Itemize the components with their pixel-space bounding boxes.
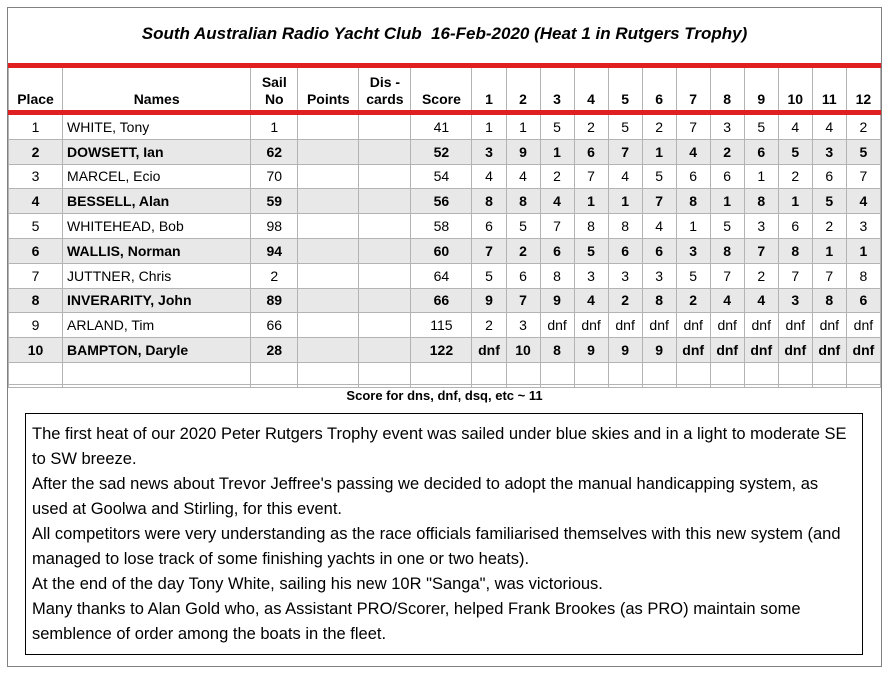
header-heat-3: 3 <box>540 66 574 113</box>
heat-cell: 3 <box>642 263 676 288</box>
score-cell: 122 <box>411 338 472 363</box>
heat-cell: 8 <box>676 189 710 214</box>
place-cell: 10 <box>9 338 63 363</box>
points-cell <box>298 338 359 363</box>
header-discards <box>359 66 411 113</box>
discards-cell <box>359 238 411 263</box>
heat-cell: 2 <box>608 288 642 313</box>
heat-cell: 3 <box>506 313 540 338</box>
heat-cell: 9 <box>506 139 540 164</box>
heat-cell: 6 <box>744 139 778 164</box>
heat-cell: 4 <box>710 288 744 313</box>
table-row <box>9 189 881 214</box>
heat-cell: 7 <box>846 164 880 189</box>
sail-no-cell: 28 <box>251 338 298 363</box>
header-names: Names <box>63 66 251 113</box>
heat-cell: dnf <box>574 313 608 338</box>
heat-cell: 9 <box>608 338 642 363</box>
results-table <box>8 63 881 388</box>
points-cell <box>298 164 359 189</box>
heat-cell: dnf <box>710 313 744 338</box>
heat-cell: 7 <box>812 263 846 288</box>
heat-cell: 5 <box>472 263 506 288</box>
heat-cell: dnf <box>540 313 574 338</box>
header-heat-10: 10 <box>778 66 812 113</box>
discards-cell <box>359 288 411 313</box>
heat-cell: 7 <box>710 263 744 288</box>
sail-no-cell: 62 <box>251 139 298 164</box>
heat-cell: 1 <box>846 238 880 263</box>
name-cell: JUTTNER, Chris <box>63 263 251 288</box>
header-sail-line1: Sail <box>261 74 287 90</box>
note-paragraph: All competitors were very understanding as the race officials familiarised themselves with this new system (and managed to lose track of some finishing yachts in one or two heats). <box>32 525 841 568</box>
heat-cell: 3 <box>744 214 778 239</box>
note-paragraph: Many thanks to Alan Gold who, as Assistant PRO/Scorer, helped Frank Brookes (as PRO) maintain some semblence of order among the boats in the fleet. <box>32 600 801 643</box>
heat-cell: 8 <box>846 263 880 288</box>
heat-cell: dnf <box>812 338 846 363</box>
header-discards-line2: cards <box>366 91 404 107</box>
header-sail-no <box>251 66 298 113</box>
heat-cell: 8 <box>506 189 540 214</box>
score-cell: 52 <box>411 139 472 164</box>
heat-cell: 5 <box>812 189 846 214</box>
discards-cell <box>359 214 411 239</box>
heat-cell: 2 <box>778 164 812 189</box>
heat-cell: dnf <box>778 338 812 363</box>
points-cell <box>298 214 359 239</box>
points-cell <box>298 238 359 263</box>
place-cell: 1 <box>9 113 63 140</box>
heat-cell: 4 <box>744 288 778 313</box>
heat-cell: 3 <box>778 288 812 313</box>
table-header <box>9 66 881 113</box>
place-cell: 8 <box>9 288 63 313</box>
heat-cell: 8 <box>778 238 812 263</box>
name-cell: BESSELL, Alan <box>63 189 251 214</box>
heat-cell: dnf <box>642 313 676 338</box>
heat-cell: 5 <box>778 139 812 164</box>
points-cell <box>298 113 359 140</box>
heat-cell: 4 <box>642 214 676 239</box>
place-cell: 7 <box>9 263 63 288</box>
heat-cell: 2 <box>506 238 540 263</box>
heat-cell: dnf <box>744 313 778 338</box>
name-cell: BAMPTON, Daryle <box>63 338 251 363</box>
sheet-title: South Australian Radio Yacht Club 16-Feb-2020 (Heat 1 in Rutgers Trophy) <box>141 24 748 43</box>
heat-cell: 10 <box>506 338 540 363</box>
header-heat-11: 11 <box>812 66 846 113</box>
heat-cell: 6 <box>846 288 880 313</box>
header-sail-line2: No <box>264 91 284 107</box>
heat-cell: 7 <box>744 238 778 263</box>
discards-cell <box>359 338 411 363</box>
heat-cell: 7 <box>642 189 676 214</box>
heat-cell: 5 <box>540 113 574 140</box>
heat-cell: 2 <box>472 313 506 338</box>
heat-cell: 9 <box>540 288 574 313</box>
heat-cell: 8 <box>642 288 676 313</box>
points-cell <box>298 313 359 338</box>
heat-cell: 4 <box>540 189 574 214</box>
heat-cell: 2 <box>812 214 846 239</box>
table-row <box>9 113 881 140</box>
heat-cell: 4 <box>472 164 506 189</box>
heat-cell: 8 <box>472 189 506 214</box>
heat-cell: 8 <box>574 214 608 239</box>
heat-cell: 3 <box>846 214 880 239</box>
points-cell <box>298 139 359 164</box>
score-cell: 54 <box>411 164 472 189</box>
table-body <box>9 113 881 388</box>
heat-cell: dnf <box>608 313 642 338</box>
heat-cell: 1 <box>676 214 710 239</box>
heat-cell: dnf <box>472 338 506 363</box>
heat-cell: 5 <box>676 263 710 288</box>
heat-cell: 7 <box>540 214 574 239</box>
table-row <box>9 164 881 189</box>
name-cell: WHITEHEAD, Bob <box>63 214 251 239</box>
name-cell: MARCEL, Ecio <box>63 164 251 189</box>
heat-cell: 2 <box>540 164 574 189</box>
sail-no-cell: 98 <box>251 214 298 239</box>
heat-cell: 6 <box>506 263 540 288</box>
heat-cell: 4 <box>778 113 812 140</box>
header-heat-9: 9 <box>744 66 778 113</box>
heat-cell: 1 <box>574 189 608 214</box>
heat-cell: 2 <box>642 113 676 140</box>
table-row <box>9 338 881 363</box>
header-heat-6: 6 <box>642 66 676 113</box>
place-cell: 6 <box>9 238 63 263</box>
heat-cell: 6 <box>710 164 744 189</box>
table-row <box>9 238 881 263</box>
points-cell <box>298 288 359 313</box>
discards-cell <box>359 164 411 189</box>
heat-cell: 6 <box>676 164 710 189</box>
discards-cell <box>359 263 411 288</box>
heat-cell: 6 <box>540 238 574 263</box>
heat-cell: 3 <box>608 263 642 288</box>
note-paragraph: At the end of the day Tony White, sailing his new 10R "Sanga", was victorious. <box>32 575 603 593</box>
name-cell: INVERARITY, John <box>63 288 251 313</box>
heat-cell: 1 <box>540 139 574 164</box>
heat-cell: 8 <box>812 288 846 313</box>
heat-cell: 3 <box>710 113 744 140</box>
name-cell: DOWSETT, Ian <box>63 139 251 164</box>
header-discards-line1: Dis - <box>369 74 401 90</box>
table-row <box>9 214 881 239</box>
heat-cell: 5 <box>506 214 540 239</box>
table-row <box>9 313 881 338</box>
discards-cell <box>359 113 411 140</box>
heat-cell: 6 <box>608 238 642 263</box>
sail-no-cell: 59 <box>251 189 298 214</box>
header-heat-12: 12 <box>846 66 880 113</box>
score-cell: 66 <box>411 288 472 313</box>
heat-cell: 5 <box>846 139 880 164</box>
heat-cell: 2 <box>744 263 778 288</box>
place-cell: 4 <box>9 189 63 214</box>
table-row <box>9 139 881 164</box>
discards-cell <box>359 139 411 164</box>
score-cell: 56 <box>411 189 472 214</box>
heat-cell: 8 <box>710 238 744 263</box>
header-heat-2: 2 <box>506 66 540 113</box>
heat-cell: 1 <box>506 113 540 140</box>
heat-cell: 9 <box>642 338 676 363</box>
header-heat-1: 1 <box>472 66 506 113</box>
score-cell: 41 <box>411 113 472 140</box>
table-row <box>9 288 881 313</box>
place-cell: 3 <box>9 164 63 189</box>
header-heat-5: 5 <box>608 66 642 113</box>
header-heat-8: 8 <box>710 66 744 113</box>
heat-cell: 1 <box>744 164 778 189</box>
heat-cell: 6 <box>574 139 608 164</box>
heat-cell: dnf <box>710 338 744 363</box>
heat-cell: 7 <box>608 139 642 164</box>
note-paragraph: After the sad news about Trevor Jeffree's passing we decided to adopt the manual handicapping system, as used at Goolwa and Stirling, for this event. <box>32 475 819 518</box>
heat-cell: 7 <box>506 288 540 313</box>
heat-cell: 4 <box>846 189 880 214</box>
score-cell: 60 <box>411 238 472 263</box>
heat-cell: 3 <box>812 139 846 164</box>
header-heat-7: 7 <box>676 66 710 113</box>
scoring-footnote: Score for dns, dnf, dsq, etc ~ 11 <box>8 384 881 407</box>
heat-cell: 6 <box>812 164 846 189</box>
heat-cell: 6 <box>472 214 506 239</box>
score-cell: 64 <box>411 263 472 288</box>
sail-no-cell: 70 <box>251 164 298 189</box>
heat-cell: dnf <box>846 313 880 338</box>
heat-cell: 5 <box>642 164 676 189</box>
place-cell: 5 <box>9 214 63 239</box>
points-cell <box>298 189 359 214</box>
heat-cell: 4 <box>812 113 846 140</box>
heat-cell: 7 <box>778 263 812 288</box>
heat-cell: 7 <box>574 164 608 189</box>
sail-no-cell: 89 <box>251 288 298 313</box>
heat-cell: 1 <box>710 189 744 214</box>
discards-cell <box>359 189 411 214</box>
heat-cell: 2 <box>676 288 710 313</box>
heat-cell: 1 <box>608 189 642 214</box>
score-cell: 58 <box>411 214 472 239</box>
sail-no-cell: 2 <box>251 263 298 288</box>
heat-cell: dnf <box>676 338 710 363</box>
name-cell: ARLAND, Tim <box>63 313 251 338</box>
heat-cell: 8 <box>540 338 574 363</box>
score-cell: 115 <box>411 313 472 338</box>
race-notes <box>25 413 863 655</box>
heat-cell: 4 <box>676 139 710 164</box>
heat-cell: 5 <box>608 113 642 140</box>
heat-cell: 7 <box>472 238 506 263</box>
heat-cell: 8 <box>608 214 642 239</box>
heat-cell: 2 <box>846 113 880 140</box>
heat-cell: 4 <box>574 288 608 313</box>
heat-cell: 5 <box>710 214 744 239</box>
place-cell: 9 <box>9 313 63 338</box>
heat-cell: dnf <box>846 338 880 363</box>
heat-cell: dnf <box>676 313 710 338</box>
heat-cell: 3 <box>676 238 710 263</box>
header-heat-4: 4 <box>574 66 608 113</box>
heat-cell: dnf <box>778 313 812 338</box>
heat-cell: dnf <box>744 338 778 363</box>
heat-cell: 9 <box>574 338 608 363</box>
header-place: Place <box>9 66 63 113</box>
header-score: Score <box>411 66 472 113</box>
heat-cell: 1 <box>642 139 676 164</box>
heat-cell: 9 <box>472 288 506 313</box>
points-cell <box>298 263 359 288</box>
heat-cell: 1 <box>778 189 812 214</box>
sail-no-cell: 94 <box>251 238 298 263</box>
heat-cell: 5 <box>744 113 778 140</box>
sail-no-cell: 1 <box>251 113 298 140</box>
heat-cell: 4 <box>506 164 540 189</box>
heat-cell: 3 <box>472 139 506 164</box>
name-cell: WHITE, Tony <box>63 113 251 140</box>
heat-cell: 5 <box>574 238 608 263</box>
heat-cell: 1 <box>472 113 506 140</box>
heat-cell: 6 <box>642 238 676 263</box>
table-row <box>9 263 881 288</box>
note-paragraph: The first heat of our 2020 Peter Rutgers Trophy event was sailed under blue skies and in a light to moderate SE to SW breeze. <box>32 425 847 468</box>
sail-no-cell: 66 <box>251 313 298 338</box>
heat-cell: 6 <box>778 214 812 239</box>
heat-cell: 4 <box>608 164 642 189</box>
heat-cell: 7 <box>676 113 710 140</box>
heat-cell: dnf <box>812 313 846 338</box>
heat-cell: 3 <box>574 263 608 288</box>
name-cell: WALLIS, Norman <box>63 238 251 263</box>
place-cell: 2 <box>9 139 63 164</box>
heat-cell: 8 <box>540 263 574 288</box>
header-points: Points <box>298 66 359 113</box>
heat-cell: 8 <box>744 189 778 214</box>
results-sheet <box>7 7 882 667</box>
heat-cell: 2 <box>574 113 608 140</box>
heat-cell: 2 <box>710 139 744 164</box>
heat-cell: 1 <box>812 238 846 263</box>
discards-cell <box>359 313 411 338</box>
